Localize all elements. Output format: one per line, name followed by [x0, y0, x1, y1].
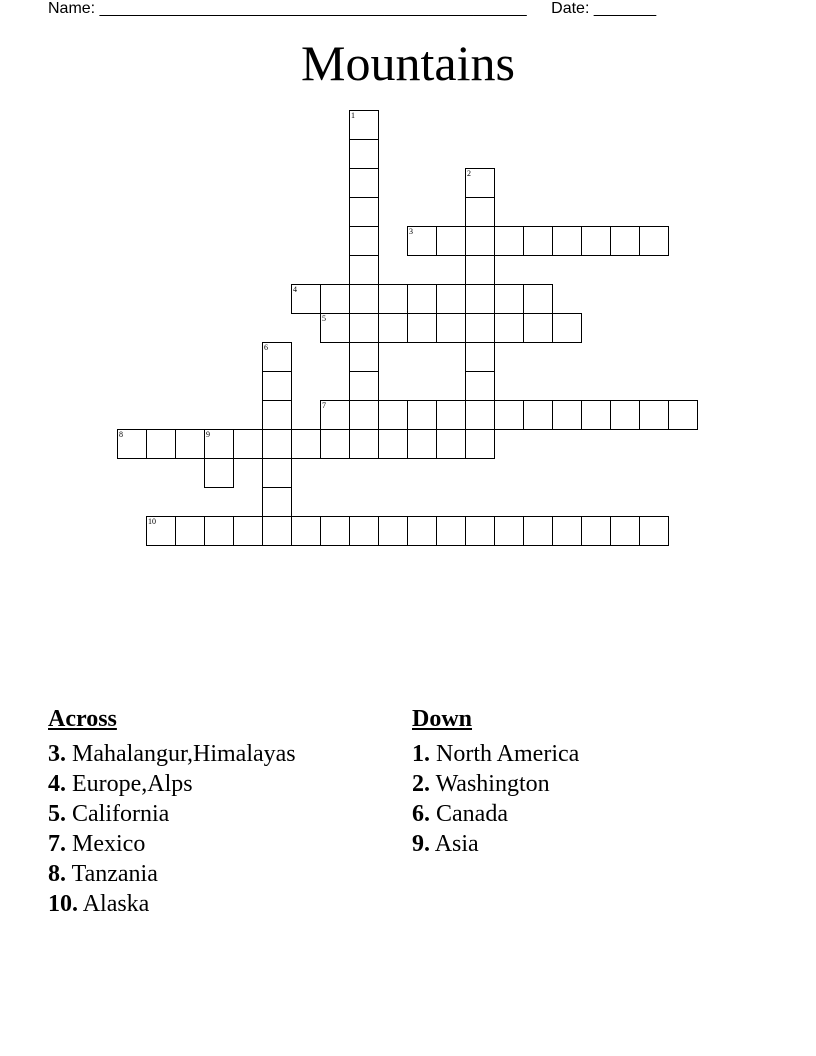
- name-label: Name:: [48, 0, 96, 17]
- crossword-cell[interactable]: [465, 313, 495, 343]
- clue-item: [48, 829, 296, 859]
- date-blank[interactable]: _______: [593, 0, 657, 17]
- clue-number-label: 10: [148, 517, 156, 526]
- crossword-cell[interactable]: [581, 516, 611, 546]
- crossword-cell[interactable]: [146, 429, 176, 459]
- clue-number-label: 7: [322, 401, 326, 410]
- across-clues: [48, 704, 296, 919]
- crossword-cell[interactable]: [349, 429, 379, 459]
- crossword-cell[interactable]: [523, 400, 553, 430]
- crossword-cell[interactable]: [349, 197, 379, 227]
- crossword-cell[interactable]: [552, 226, 582, 256]
- clue-number: 1.: [412, 741, 430, 767]
- crossword-cell[interactable]: [552, 516, 582, 546]
- crossword-cell[interactable]: [436, 313, 466, 343]
- clue-number: 2.: [412, 771, 430, 797]
- crossword-cell[interactable]: [668, 400, 698, 430]
- crossword-cell[interactable]: [552, 400, 582, 430]
- crossword-cell[interactable]: [407, 429, 437, 459]
- crossword-cell[interactable]: [465, 371, 495, 401]
- crossword-cell[interactable]: [349, 139, 379, 169]
- crossword-cell[interactable]: [436, 226, 466, 256]
- crossword-cell[interactable]: [494, 400, 524, 430]
- clue-item: [48, 799, 296, 829]
- crossword-cell[interactable]: [378, 429, 408, 459]
- crossword-cell[interactable]: [349, 110, 379, 140]
- crossword-cell[interactable]: [465, 516, 495, 546]
- crossword-cell[interactable]: [436, 516, 466, 546]
- crossword-cell[interactable]: [465, 226, 495, 256]
- crossword-cell[interactable]: [291, 284, 321, 314]
- clue-number-label: 4: [293, 285, 297, 294]
- crossword-cell[interactable]: [378, 516, 408, 546]
- crossword-cell[interactable]: [146, 516, 176, 546]
- crossword-cell[interactable]: [262, 429, 292, 459]
- crossword-cell[interactable]: [262, 458, 292, 488]
- crossword-cell[interactable]: [349, 516, 379, 546]
- crossword-cell[interactable]: [465, 255, 495, 285]
- crossword-cell[interactable]: [349, 284, 379, 314]
- clue-number: 3.: [48, 741, 66, 767]
- crossword-cell[interactable]: [610, 516, 640, 546]
- crossword-cell[interactable]: [175, 429, 205, 459]
- across-heading: Across: [48, 706, 117, 732]
- crossword-cell[interactable]: [494, 226, 524, 256]
- crossword-cell[interactable]: [262, 516, 292, 546]
- clue-number: 4.: [48, 771, 66, 797]
- clue-number-label: 2: [467, 169, 471, 178]
- clue-item: [48, 769, 296, 799]
- down-heading: Down: [412, 706, 473, 732]
- crossword-cell[interactable]: [291, 516, 321, 546]
- crossword-cell[interactable]: [349, 313, 379, 343]
- crossword-cell[interactable]: [349, 255, 379, 285]
- crossword-cell[interactable]: [523, 516, 553, 546]
- crossword-cell[interactable]: [465, 168, 495, 198]
- crossword-cell[interactable]: [349, 342, 379, 372]
- clue-number-label: 6: [264, 343, 268, 352]
- crossword-cell[interactable]: [378, 400, 408, 430]
- crossword-cell[interactable]: [552, 313, 582, 343]
- crossword-cell[interactable]: [233, 516, 263, 546]
- clue-item: [412, 739, 579, 769]
- crossword-cell[interactable]: [175, 516, 205, 546]
- crossword-cell[interactable]: [320, 516, 350, 546]
- name-blank[interactable]: ________________________________________________: [99, 0, 527, 17]
- crossword-cell[interactable]: [378, 313, 408, 343]
- clue-number: 5.: [48, 801, 66, 827]
- crossword-cell[interactable]: [407, 400, 437, 430]
- crossword-cell[interactable]: [494, 516, 524, 546]
- crossword-cell[interactable]: [117, 429, 147, 459]
- clue-text: Europe,Alps: [72, 771, 193, 797]
- crossword-cell[interactable]: [204, 516, 234, 546]
- crossword-cell[interactable]: [349, 371, 379, 401]
- clue-text: Canada: [436, 801, 508, 827]
- page-title: Mountains: [301, 35, 515, 91]
- crossword-cell[interactable]: [291, 429, 321, 459]
- clue-number: 9.: [412, 831, 430, 857]
- crossword-cell[interactable]: [378, 284, 408, 314]
- crossword-cell[interactable]: [581, 400, 611, 430]
- crossword-cell[interactable]: [262, 400, 292, 430]
- crossword-cell[interactable]: [204, 429, 234, 459]
- crossword-cell[interactable]: [407, 516, 437, 546]
- clue-number: 6.: [412, 801, 430, 827]
- clue-item: [48, 889, 296, 919]
- crossword-cell[interactable]: [407, 284, 437, 314]
- crossword-cell[interactable]: [610, 400, 640, 430]
- crossword-cell[interactable]: [320, 313, 350, 343]
- clue-text: Tanzania: [71, 861, 158, 887]
- crossword-cell[interactable]: [494, 284, 524, 314]
- clue-number-label: 8: [119, 430, 123, 439]
- clue-number: 8.: [48, 861, 66, 887]
- clue-number: 7.: [48, 831, 66, 857]
- clue-item: [412, 829, 579, 859]
- crossword-cell[interactable]: [465, 429, 495, 459]
- crossword-cell[interactable]: [581, 226, 611, 256]
- crossword-cell[interactable]: [204, 458, 234, 488]
- crossword-cell[interactable]: [494, 313, 524, 343]
- crossword-cell[interactable]: [639, 516, 669, 546]
- clue-number-label: 5: [322, 314, 326, 323]
- crossword-cell[interactable]: [349, 400, 379, 430]
- crossword-cell[interactable]: [523, 313, 553, 343]
- crossword-cell[interactable]: [436, 429, 466, 459]
- clue-number-label: 1: [351, 111, 355, 120]
- crossword-cell[interactable]: [233, 429, 263, 459]
- down-clues: [412, 704, 579, 859]
- clue-text: North America: [436, 741, 580, 767]
- crossword-cell[interactable]: [407, 313, 437, 343]
- clue-item: [412, 799, 579, 829]
- crossword-cell[interactable]: [349, 226, 379, 256]
- crossword-cell[interactable]: [465, 197, 495, 227]
- crossword-cell[interactable]: [349, 168, 379, 198]
- date-label: Date:: [551, 0, 590, 17]
- crossword-cell[interactable]: [465, 400, 495, 430]
- clue-number-label: 9: [206, 430, 210, 439]
- crossword-cell[interactable]: [639, 226, 669, 256]
- crossword-cell[interactable]: [262, 371, 292, 401]
- clue-text: Asia: [434, 831, 479, 857]
- crossword-cell[interactable]: [320, 400, 350, 430]
- crossword-cell[interactable]: [436, 284, 466, 314]
- crossword-cell[interactable]: [436, 400, 466, 430]
- crossword-cell[interactable]: [639, 400, 669, 430]
- clue-text: Washington: [435, 771, 550, 797]
- crossword-cell[interactable]: [465, 284, 495, 314]
- crossword-cell[interactable]: [320, 429, 350, 459]
- clue-text: California: [72, 801, 170, 827]
- clue-text: Mexico: [72, 831, 146, 857]
- clue-number: 10.: [48, 891, 78, 917]
- crossword-cell[interactable]: [320, 284, 350, 314]
- crossword-cell[interactable]: [523, 226, 553, 256]
- crossword-cell[interactable]: [262, 487, 292, 517]
- clue-item: [412, 769, 579, 799]
- clue-text: Alaska: [82, 891, 150, 917]
- clue-item: [48, 859, 296, 889]
- clue-text: Mahalangur,Himalayas: [72, 741, 296, 767]
- crossword-cell[interactable]: [465, 342, 495, 372]
- clue-number-label: 3: [409, 227, 413, 236]
- crossword-cell[interactable]: [523, 284, 553, 314]
- crossword-cell[interactable]: [262, 342, 292, 372]
- clue-item: [48, 739, 296, 769]
- crossword-cell[interactable]: [407, 226, 437, 256]
- crossword-cell[interactable]: [610, 226, 640, 256]
